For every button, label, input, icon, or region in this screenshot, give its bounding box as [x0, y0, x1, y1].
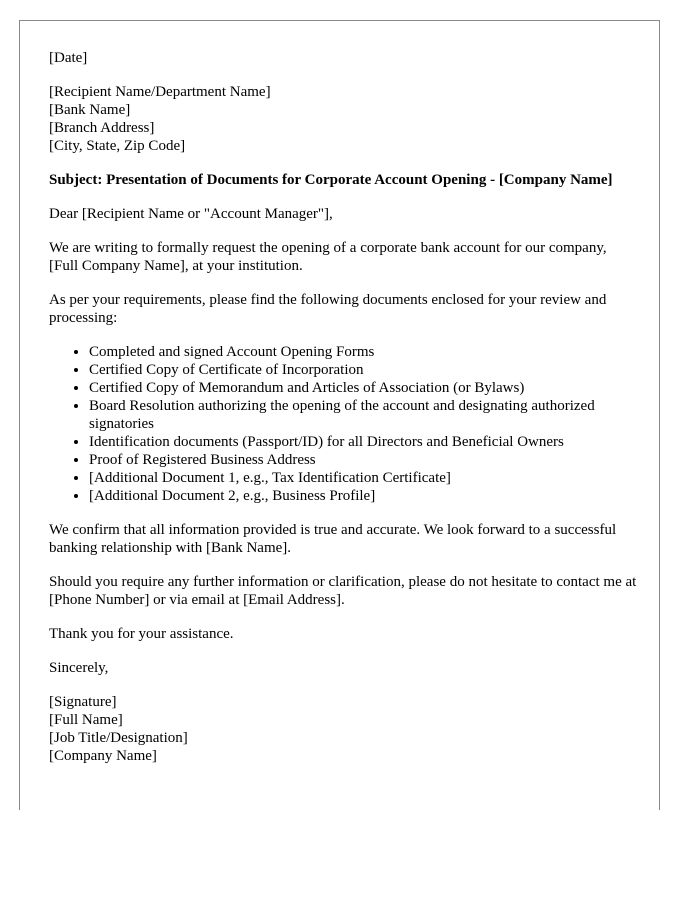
letter-date: [Date]	[49, 50, 88, 66]
letter-subject: Subject: Presentation of Documents for Corporate Account Opening - [Company Name]	[49, 172, 613, 188]
list-item: • Identification documents (Passport/ID) for all Directors and Beneficial Owners	[89, 433, 639, 451]
signature-block	[49, 693, 639, 765]
list-item: • Certified Copy of Memorandum and Articles of Association (or Bylaws)	[89, 379, 639, 397]
list-item: • Proof of Registered Business Address	[89, 451, 639, 469]
list-item: • Certified Copy of Certificate of Incorporation	[89, 361, 639, 379]
recipient-name: [Recipient Name/Department Name]	[49, 84, 271, 100]
list-item: • Completed and signed Account Opening Forms	[89, 343, 639, 361]
list-item: • Board Resolution authorizing the opening of the account and designating authorized signatories	[89, 397, 639, 433]
list-item: • [Additional Document 2, e.g., Business Profile]	[89, 487, 639, 505]
signer-company: [Company Name]	[49, 748, 157, 764]
documents-list	[49, 343, 639, 505]
thanks-line: Thank you for your assistance.	[49, 626, 234, 642]
letter-body	[49, 49, 639, 781]
recipient-block	[49, 83, 639, 155]
paragraph-documents-intro: As per your requirements, please find the following documents enclosed for your review and processing:	[49, 292, 607, 326]
paragraph-contact: Should you require any further information or clarification, please do not hesitate to contact me at [Phone Number] or via email at [Email Address].	[49, 574, 637, 608]
signature-placeholder: [Signature]	[49, 694, 117, 710]
signer-full-name: [Full Name]	[49, 712, 123, 728]
paragraph-request: We are writing to formally request the opening of a corporate bank account for our company, [Full Company Name], at your institution.	[49, 240, 607, 274]
recipient-bank: [Bank Name]	[49, 102, 131, 118]
paragraph-confirmation: We confirm that all information provided is true and accurate. We look forward to a successful banking relationship with [Bank Name].	[49, 522, 617, 556]
signer-title: [Job Title/Designation]	[49, 730, 188, 746]
list-item: • [Additional Document 1, e.g., Tax Identification Certificate]	[89, 469, 639, 487]
letter-page	[19, 20, 660, 810]
closing-line: Sincerely,	[49, 660, 109, 676]
recipient-branch: [Branch Address]	[49, 120, 155, 136]
recipient-city: [City, State, Zip Code]	[49, 138, 186, 154]
salutation: Dear [Recipient Name or "Account Manager"],	[49, 206, 333, 222]
